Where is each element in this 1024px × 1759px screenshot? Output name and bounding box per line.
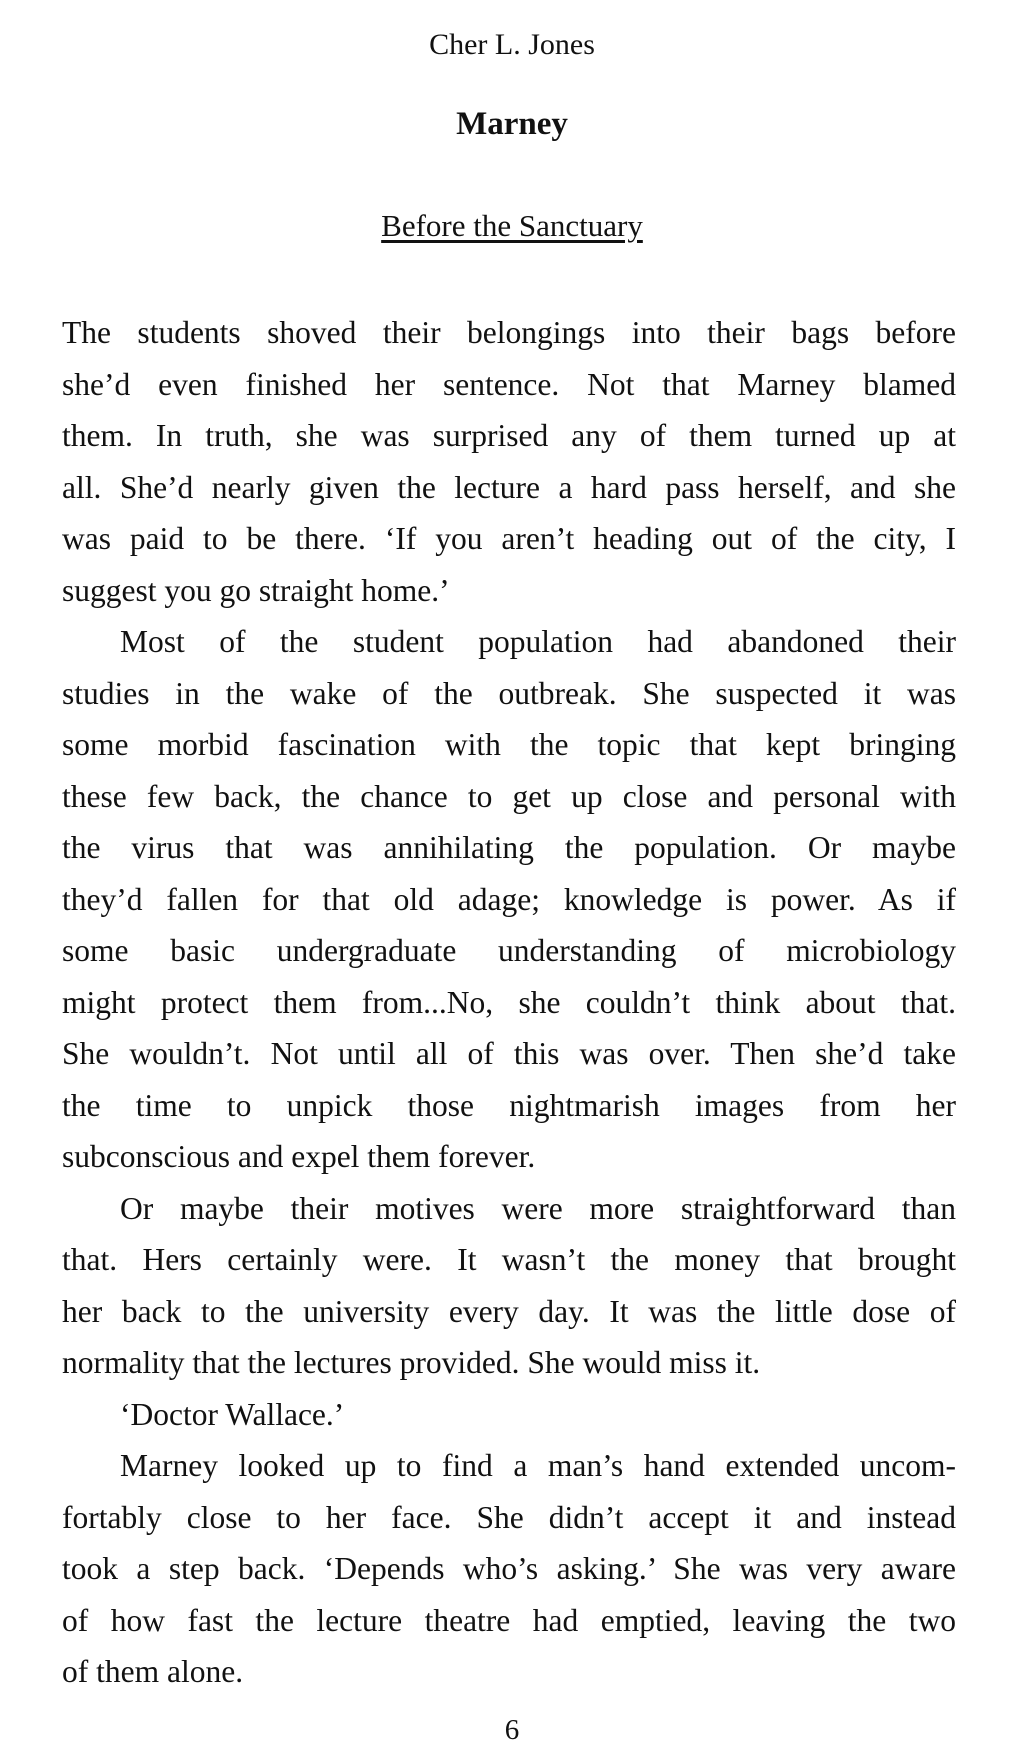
text-line: took a step back. ‘Depends who’s asking.’ She was very aware: [62, 1551, 956, 1586]
text-line: Or maybe their motives were more straightforward than: [120, 1190, 956, 1226]
running-header-author: Cher L. Jones: [429, 28, 595, 61]
text-line: of how fast the lecture theatre had emptied, leaving the two: [62, 1602, 956, 1638]
text-line: studies in the wake of the outbreak. She suspected it was: [62, 675, 956, 711]
text-line: they’d fallen for that old adage; knowledge is power. As if: [62, 881, 956, 917]
text-line: some basic undergraduate understanding of microbiology: [62, 933, 956, 968]
text-line: subconscious and expel them forever.: [62, 1139, 536, 1174]
text-line: them. In truth, she was surprised any of them turned up at: [62, 418, 956, 453]
text-line: Marney looked up to find a man’s hand extended uncom-: [120, 1448, 956, 1483]
text-line: all. She’d nearly given the lecture a hard pass herself, and she: [62, 469, 956, 505]
text-line: Most of the student population had abandoned their: [120, 624, 956, 659]
text-line: that. Hers certainly were. It wasn’t the money that brought: [62, 1242, 956, 1277]
text-line: suggest you go straight home.’: [62, 572, 450, 608]
text-line: the time to unpick those nightmarish images from her: [62, 1087, 956, 1123]
text-line: normality that the lectures provided. She would miss it.: [62, 1345, 761, 1380]
text-line: ‘Doctor Wallace.’: [120, 1396, 345, 1432]
text-line: the virus that was annihilating the population. Or maybe: [62, 830, 956, 865]
section-title: Before the Sanctuary: [381, 208, 643, 243]
text-line: The students shoved their belongings into their bags before: [62, 315, 956, 350]
text-line: was paid to be there. ‘If you aren’t heading out of the city, I: [62, 521, 956, 556]
text-line: of them alone.: [62, 1654, 244, 1689]
text-line: fortably close to her face. She didn’t accept it and instead: [62, 1499, 956, 1535]
chapter-title: Marney: [456, 106, 568, 142]
body-text: [62, 307, 956, 1698]
text-line: her back to the university every day. It was the little dose of: [62, 1293, 956, 1329]
text-line: might protect them from...No, she couldn’t think about that.: [62, 984, 956, 1020]
text-line: some morbid fascination with the topic that kept bringing: [62, 727, 956, 762]
text-line: these few back, the chance to get up close and personal with: [62, 778, 956, 814]
text-line: she’d even finished her sentence. Not that Marney blamed: [62, 366, 956, 402]
page-number: 6: [504, 1714, 520, 1746]
text-line: She wouldn’t. Not until all of this was over. Then she’d take: [62, 1036, 956, 1071]
